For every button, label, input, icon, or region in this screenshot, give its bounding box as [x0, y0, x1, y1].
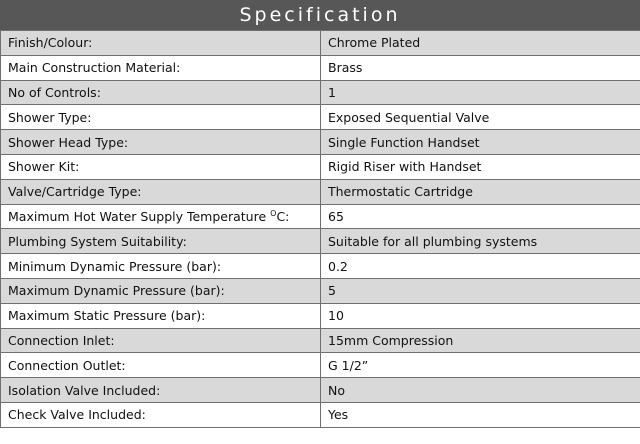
table-row: [1, 254, 640, 279]
spec-label-cell: [1, 31, 321, 56]
spec-label: Connection Outlet:: [8, 357, 126, 373]
spec-label: Shower Type:: [8, 109, 92, 125]
spec-value: No: [321, 378, 640, 403]
degree-superscript: O: [270, 208, 277, 218]
spec-value: 1: [321, 80, 640, 105]
spec-value: 0.2: [321, 254, 640, 279]
spec-label-cell: [1, 402, 321, 427]
table-row: [1, 55, 640, 80]
spec-label: Isolation Valve Included:: [8, 382, 161, 398]
table-row: [1, 179, 640, 204]
spec-label: Shower Kit:: [8, 159, 80, 175]
spec-value: Yes: [321, 402, 640, 427]
specification-title: Specification: [0, 0, 640, 30]
spec-value: Brass: [321, 55, 640, 80]
spec-label: Connection Inlet:: [8, 332, 115, 348]
spec-label-cell: [1, 105, 321, 130]
spec-label: Maximum Dynamic Pressure (bar):: [8, 283, 225, 299]
table-row: [1, 328, 640, 353]
specification-table-body: [1, 31, 640, 428]
table-row: [1, 378, 640, 403]
spec-label-cell: [1, 154, 321, 179]
spec-label-cell: [1, 55, 321, 80]
spec-value: 5: [321, 278, 640, 303]
table-row: [1, 31, 640, 56]
spec-value: Chrome Plated: [321, 31, 640, 56]
table-row: [1, 105, 640, 130]
spec-value: 15mm Compression: [321, 328, 640, 353]
spec-label: Finish/Colour:: [8, 35, 93, 51]
spec-value: Single Function Handset: [321, 130, 640, 155]
spec-label: Maximum Hot Water Supply Temperature: [8, 208, 267, 224]
spec-value: G 1/2”: [321, 353, 640, 378]
table-row: [1, 130, 640, 155]
spec-label-cell: [1, 179, 321, 204]
spec-label-cell: [1, 303, 321, 328]
spec-label-unit: C:: [276, 208, 290, 224]
table-row: [1, 278, 640, 303]
spec-label-cell: [1, 278, 321, 303]
specification-table: [0, 30, 640, 428]
table-row: [1, 204, 640, 229]
spec-label-cell: [1, 229, 321, 254]
spec-label-cell: [1, 80, 321, 105]
spec-label: Valve/Cartridge Type:: [8, 184, 142, 200]
spec-label: Maximum Static Pressure (bar):: [8, 308, 206, 324]
spec-label: Main Construction Material:: [8, 60, 181, 76]
table-row: [1, 229, 640, 254]
spec-label: Check Valve Included:: [8, 407, 146, 423]
table-row: [1, 80, 640, 105]
spec-value: 10: [321, 303, 640, 328]
spec-value: 65: [321, 204, 640, 229]
table-row: [1, 154, 640, 179]
spec-label-cell: [1, 254, 321, 279]
spec-label-cell: [1, 130, 321, 155]
spec-label: Shower Head Type:: [8, 134, 129, 150]
spec-value: Exposed Sequential Valve: [321, 105, 640, 130]
spec-label-cell: [1, 328, 321, 353]
table-row: [1, 402, 640, 427]
spec-value: Rigid Riser with Handset: [321, 154, 640, 179]
spec-label: Plumbing System Suitability:: [8, 233, 187, 249]
spec-label: No of Controls:: [8, 84, 101, 100]
spec-label: Minimum Dynamic Pressure (bar):: [8, 258, 222, 274]
spec-value: Thermostatic Cartridge: [321, 179, 640, 204]
table-row: [1, 303, 640, 328]
spec-label-cell: [1, 378, 321, 403]
spec-label-cell: [1, 204, 321, 229]
spec-label-cell: [1, 353, 321, 378]
spec-value: Suitable for all plumbing systems: [321, 229, 640, 254]
table-row: [1, 353, 640, 378]
